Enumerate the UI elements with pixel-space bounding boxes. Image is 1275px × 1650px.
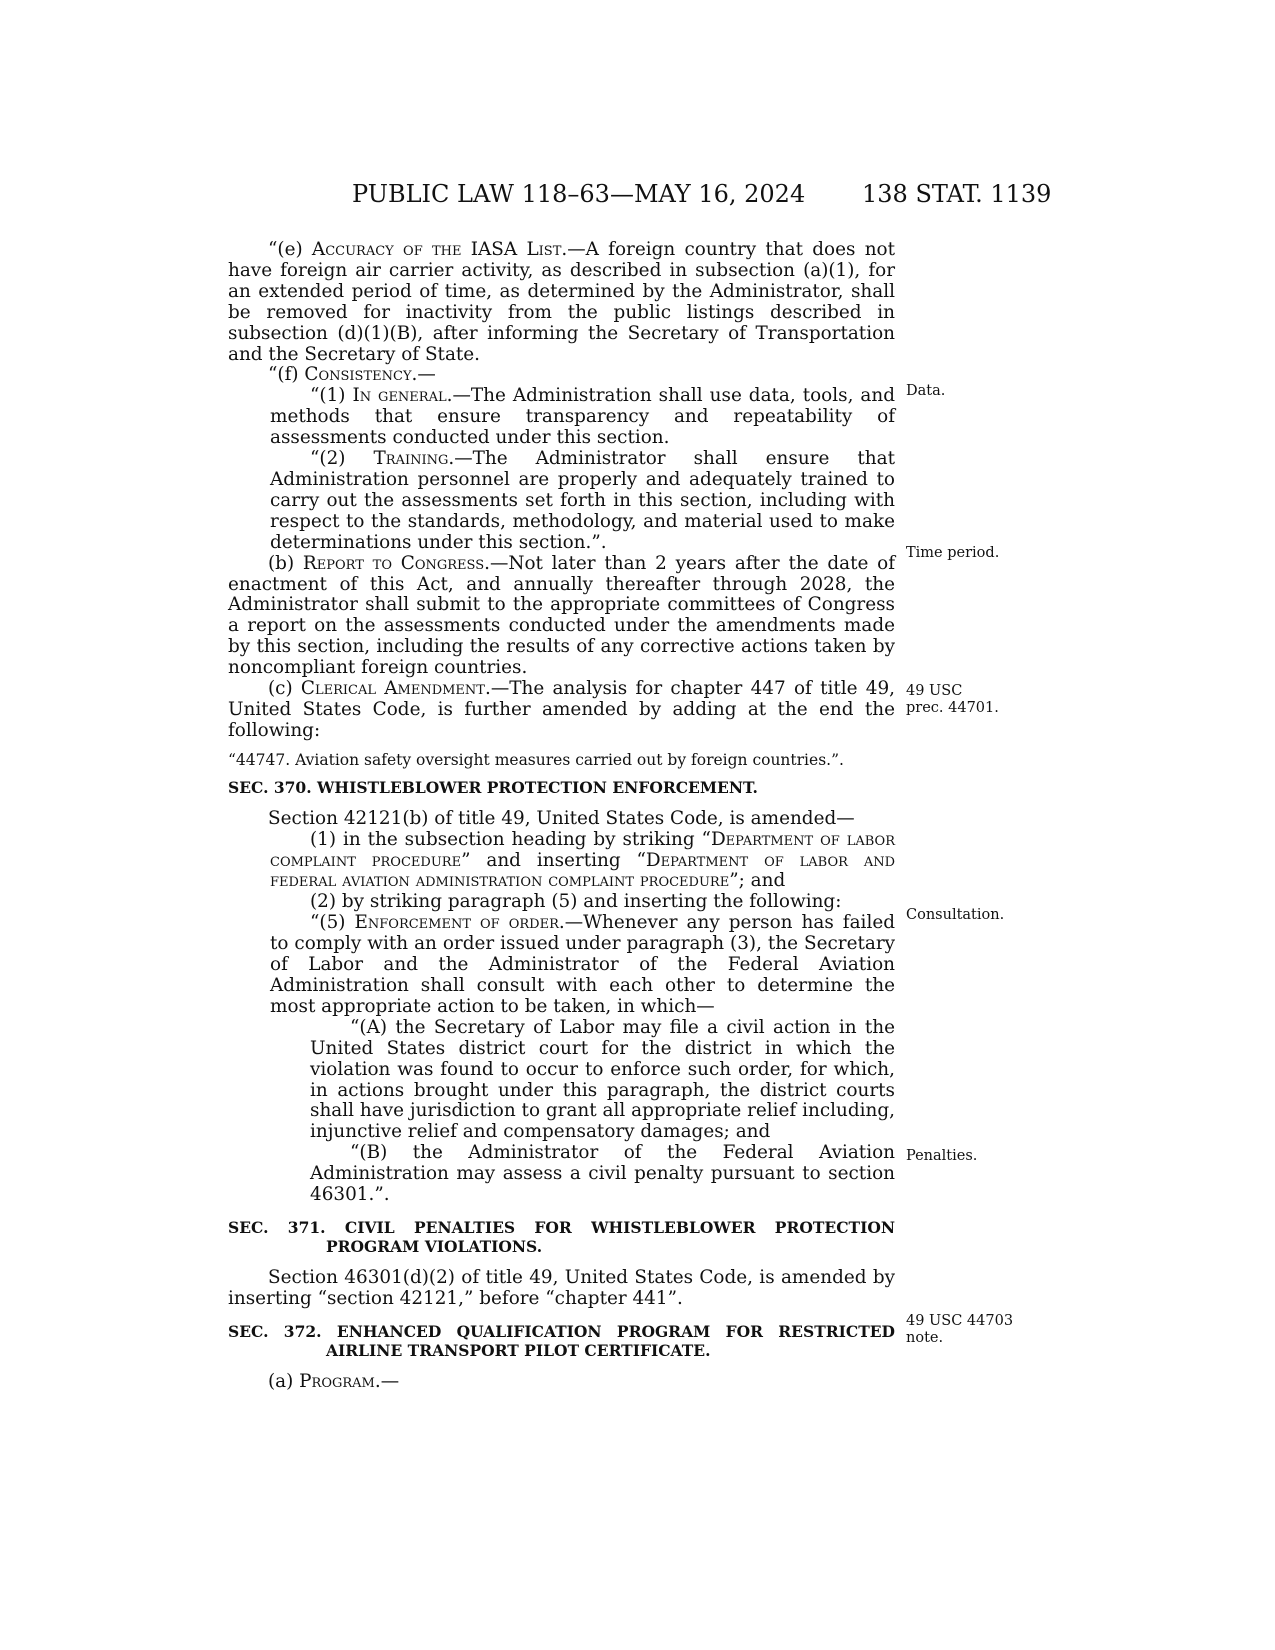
- section-371-heading: SEC. 371. CIVIL PENALTIES FOR WHISTLEBLOWER PROTECTION PROGRAM VIOLATIONS.: [228, 1217, 895, 1256]
- section-372-heading: SEC. 372. ENHANCED QUALIFICATION PROGRAM FOR RESTRICTED AIRLINE TRANSPORT PILOT CERTIFICATE.: [228, 1321, 895, 1360]
- paragraph-e: “(e) Accuracy of the IASA List.—A foreign country that does not have foreign air carrier activity, as described in subsection (a)(1), for an extended period of time, as determined by the Administrator, shall be removed for inactivity from the public listings described in subsection (d)(1)(B), after informing the Secretary of Transportation and the Secretary of State.: [228, 239, 896, 365]
- paragraph-5: “(5) Enforcement of order.—Whenever any person has failed to comply with an order issued under paragraph (3), the Secretary of Labor and the Administrator of the Federal Aviation Administration shall consult with each other to determine the most appropriate action to be taken, in which—: [270, 912, 895, 1017]
- section-370-intro: Section 42121(b) of title 49, United States Code, is amended—: [268, 807, 855, 829]
- margin-note-time-period: Time period.: [906, 545, 1000, 561]
- paragraph-f: “(f) Consistency.—: [268, 364, 436, 386]
- section-370-clause-1: (1) in the subsection heading by striking “Department of labor complaint procedure” and inserting “Department of labor and federal aviation administration complaint procedure”; and: [270, 828, 896, 892]
- paragraph-f1: “(1) In general.—The Administration shall use data, tools, and methods that ensure transparency and repeatability of assessments conducted under this section.: [270, 385, 895, 449]
- main-text: [228, 240, 895, 1393]
- section-370-heading: SEC. 370. WHISTLEBLOWER PROTECTION ENFORCEMENT.: [228, 777, 758, 797]
- quoted-analysis-line: “44747. Aviation safety oversight measures carried out by foreign countries.”.: [228, 750, 844, 769]
- subparagraph-a: “(A) the Secretary of Labor may file a civil action in the United States district court for the district in which the violation was found to occur to enforce such order, for which, in actions brought under this paragraph, the district courts shall have jurisdiction to grant all appropriate relief including, injunctive relief and compensatory damages; and: [310, 1016, 895, 1143]
- margin-note-usc-prec: 49 USC prec. 44701.: [906, 683, 999, 716]
- margin-note-usc-44703: 49 USC 44703 note.: [906, 1313, 1014, 1346]
- margin-note-penalties: Penalties.: [906, 1148, 978, 1164]
- page-header: [0, 178, 1275, 218]
- subparagraph-b: “(B) the Administrator of the Federal Aviation Administration may assess a civil penalty pursuant to section 46301.”.: [310, 1142, 895, 1206]
- paragraph-a-program: (a) Program.—: [268, 1370, 400, 1392]
- paragraph-f2: “(2) Training.—The Administrator shall ensure that Administration personnel are properly and adequately trained to carry out the assessments set forth in this section, including with respect to the standards, methodology, and material used to make determinations under this section.”.: [270, 448, 895, 553]
- section-371-text: Section 46301(d)(2) of title 49, United States Code, is amended by inserting “section 42121,” before “chapter 441”.: [228, 1266, 895, 1309]
- paragraph-c: (c) Clerical Amendment.—The analysis for chapter 447 of title 49, United States Code, is further amended by adding at the end the following:: [228, 678, 895, 741]
- margin-note-consultation: Consultation.: [906, 907, 1005, 923]
- paragraph-b: (b) Report to Congress.—Not later than 2 years after the date of enactment of this Act, and annually thereafter through 2028, the Administrator shall submit to the appropriate committees of Congress a report on the assessments conducted under the amendments made by this section, including the results of any corrective actions taken by noncompliant foreign countries.: [228, 552, 896, 679]
- section-370-clause-2: (2) by striking paragraph (5) and inserting the following:: [310, 891, 842, 913]
- margin-note-data: Data.: [906, 383, 946, 399]
- page-number: 138 STAT. 1139: [862, 180, 1052, 208]
- running-head-title: PUBLIC LAW 118–63—MAY 16, 2024: [352, 180, 806, 208]
